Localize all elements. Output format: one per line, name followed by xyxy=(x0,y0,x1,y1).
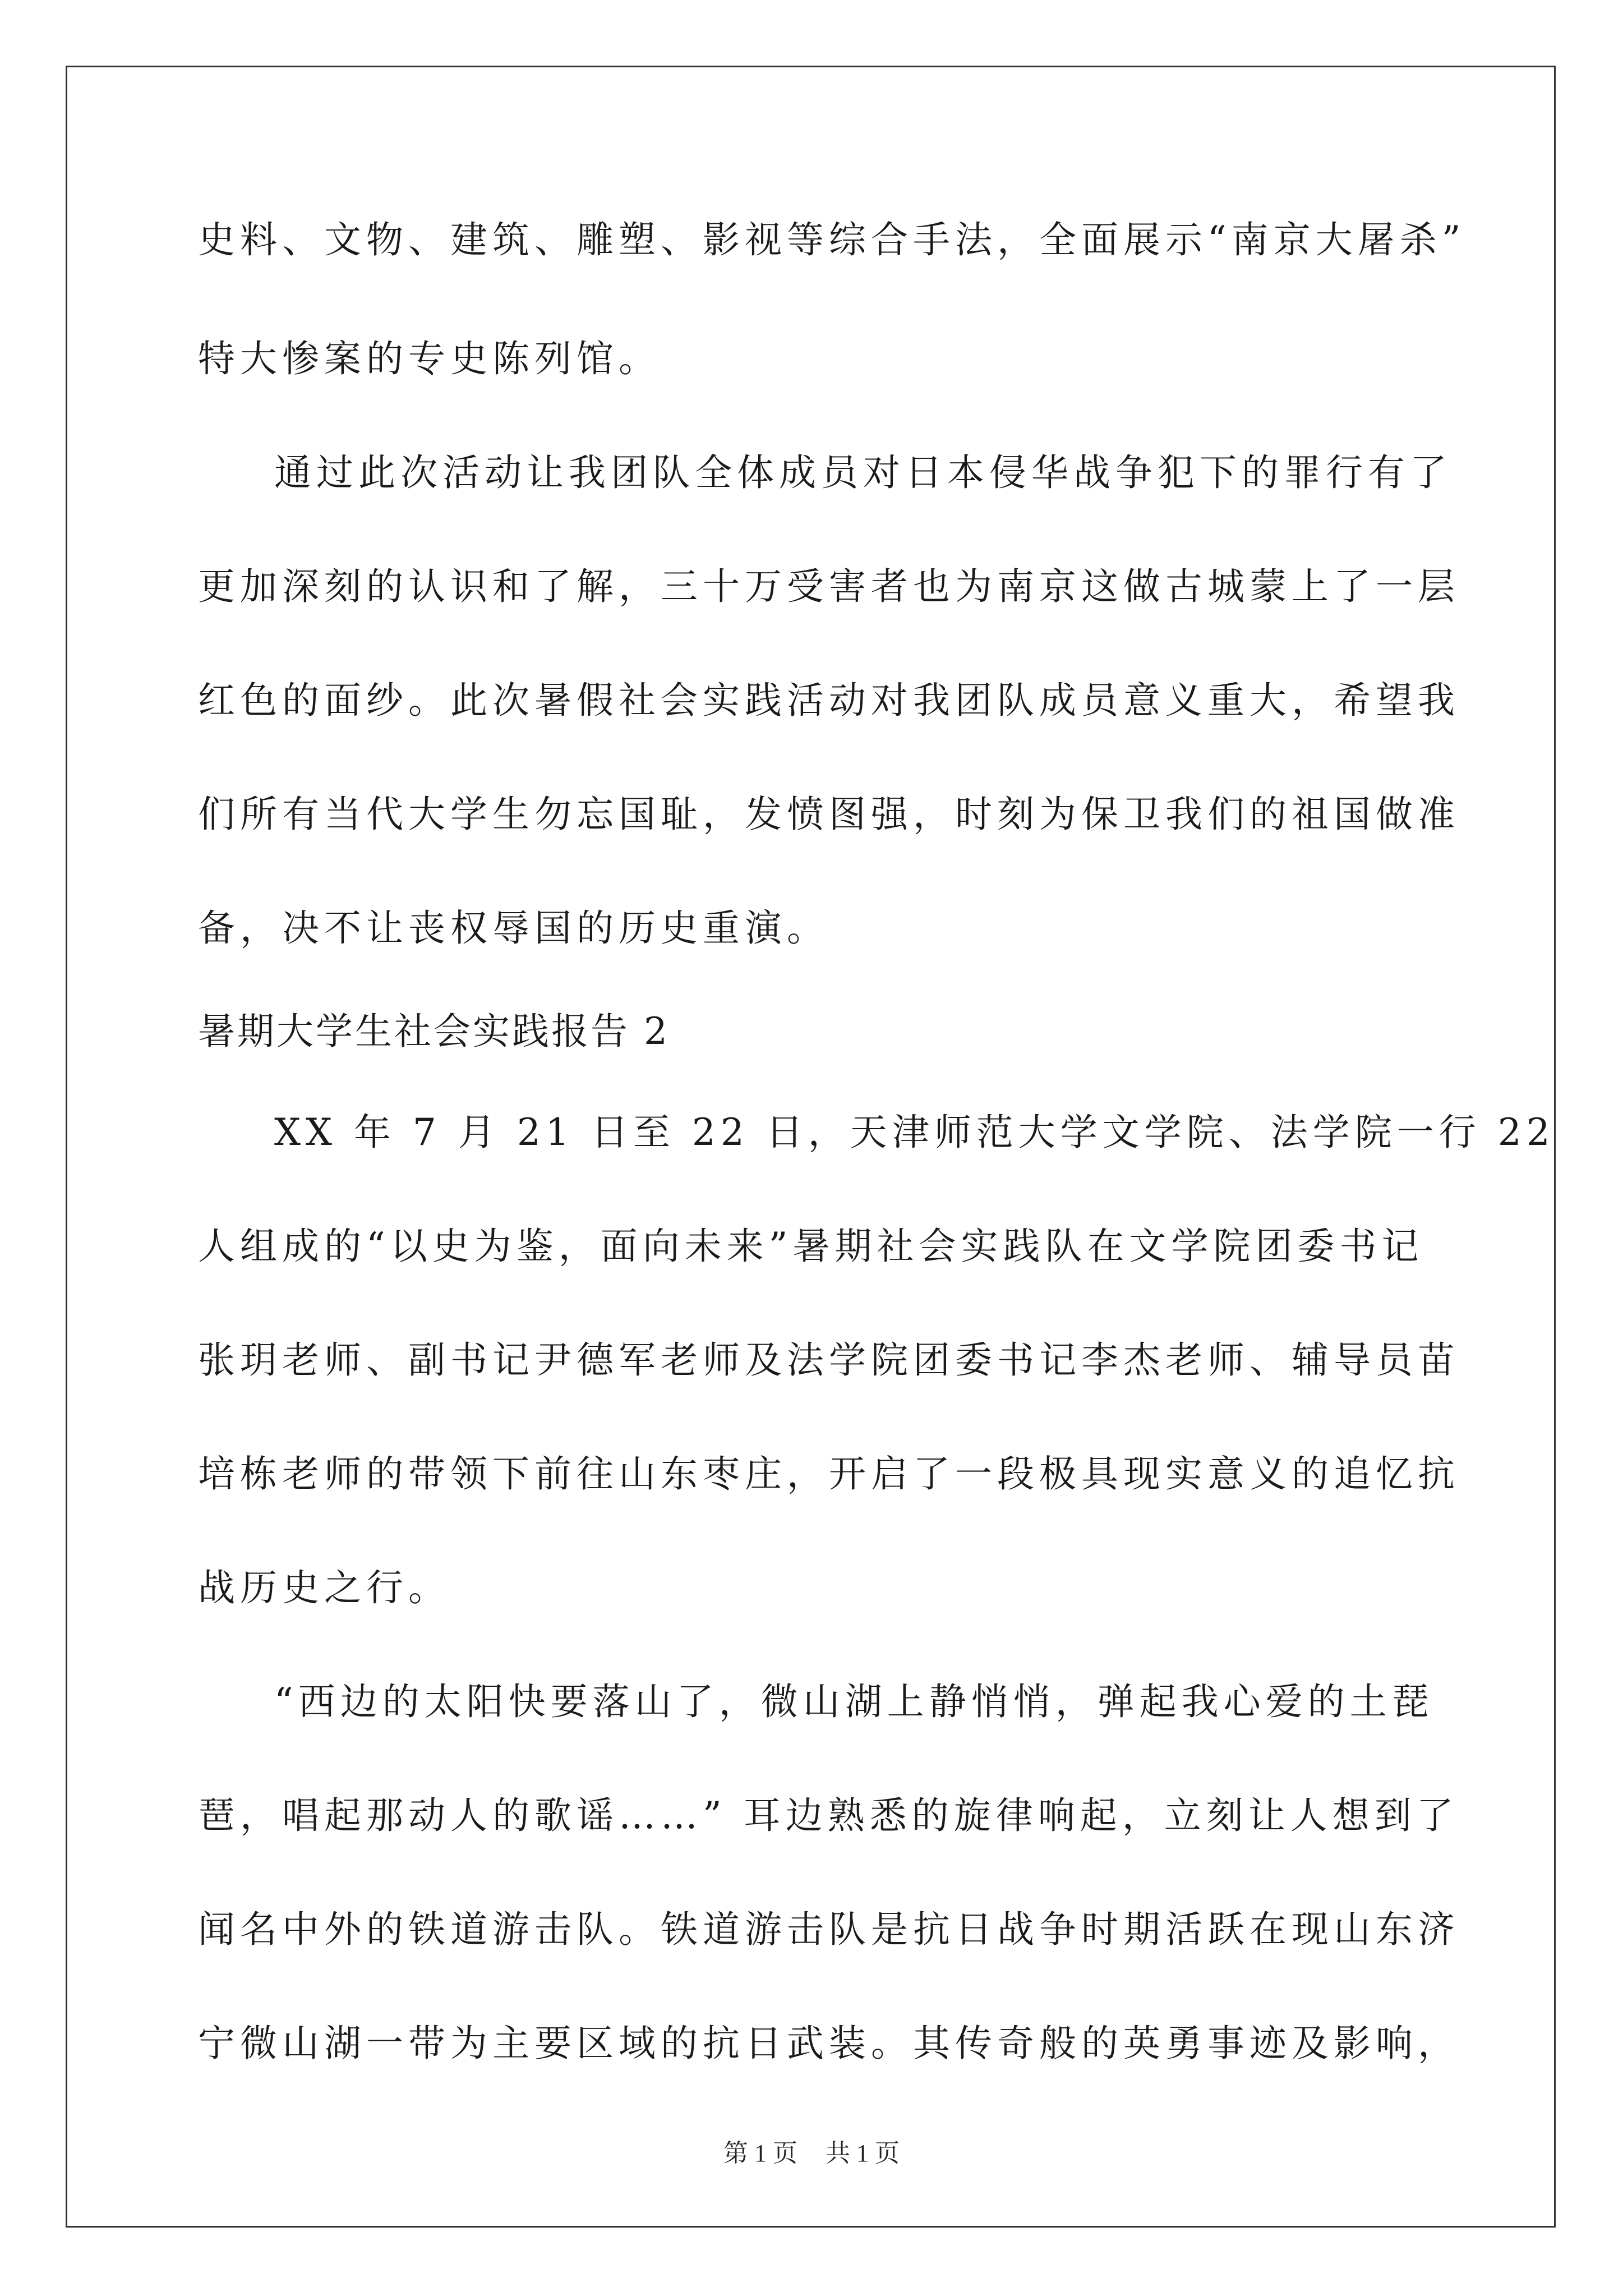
section-title: 暑期大学生社会实践报告 2 xyxy=(198,1010,670,1053)
paragraph-line: 通过此次活动让我团队全体成员对日本侵华战争犯下的罪行有了 xyxy=(274,451,1452,494)
paragraph-line: 们所有当代大学生勿忘国耻，发愤图强，时刻为保卫我们的祖国做准 xyxy=(198,793,1460,836)
paragraph-line: 备，决不让丧权辱国的历史重演。 xyxy=(198,907,829,950)
paragraph-line: XX 年 7 月 21 日至 22 日，天津师范大学文学院、法学院一行 22 xyxy=(274,1111,1555,1154)
paragraph-line: 特大惨案的专史陈列馆。 xyxy=(198,337,661,380)
paragraph-line: 战历史之行。 xyxy=(198,1566,450,1609)
paragraph-line: 培栋老师的带领下前往山东枣庄，开启了一段极具现实意义的追忆抗 xyxy=(198,1452,1460,1496)
paragraph-line: 更加深刻的认识和了解，三十万受害者也为南京这做古城蒙上了一层 xyxy=(198,565,1460,608)
page-footer xyxy=(0,2141,1623,2166)
paragraph-line: 宁微山湖一带为主要区域的抗日武装。其传奇般的英勇事迹及影响， xyxy=(198,2022,1460,2065)
page-total: 共 1 页 xyxy=(826,2139,900,2167)
paragraph-line: 闻名中外的铁道游击队。铁道游击队是抗日战争时期活跃在现山东济 xyxy=(198,1908,1460,1951)
paragraph-line: 琶，唱起那动人的歌谣……” 耳边熟悉的旋律响起，立刻让人想到了 xyxy=(198,1794,1459,1837)
paragraph-line: 人组成的“以史为鉴，面向未来”暑期社会实践队在文学院团委书记 xyxy=(198,1225,1424,1268)
paragraph-line: “西边的太阳快要落山了，微山湖上静悄悄，弹起我心爱的土琵 xyxy=(274,1680,1434,1723)
paragraph-line: 红色的面纱。此次暑假社会实践活动对我团队成员意义重大，希望我 xyxy=(198,679,1460,722)
paragraph-line: 史料、文物、建筑、雕塑、影视等综合手法，全面展示“南京大屠杀” xyxy=(198,218,1466,261)
page-number: 第 1 页 xyxy=(723,2139,797,2167)
paragraph-line: 张玥老师、副书记尹德军老师及法学院团委书记李杰老师、辅导员苗 xyxy=(198,1338,1460,1382)
